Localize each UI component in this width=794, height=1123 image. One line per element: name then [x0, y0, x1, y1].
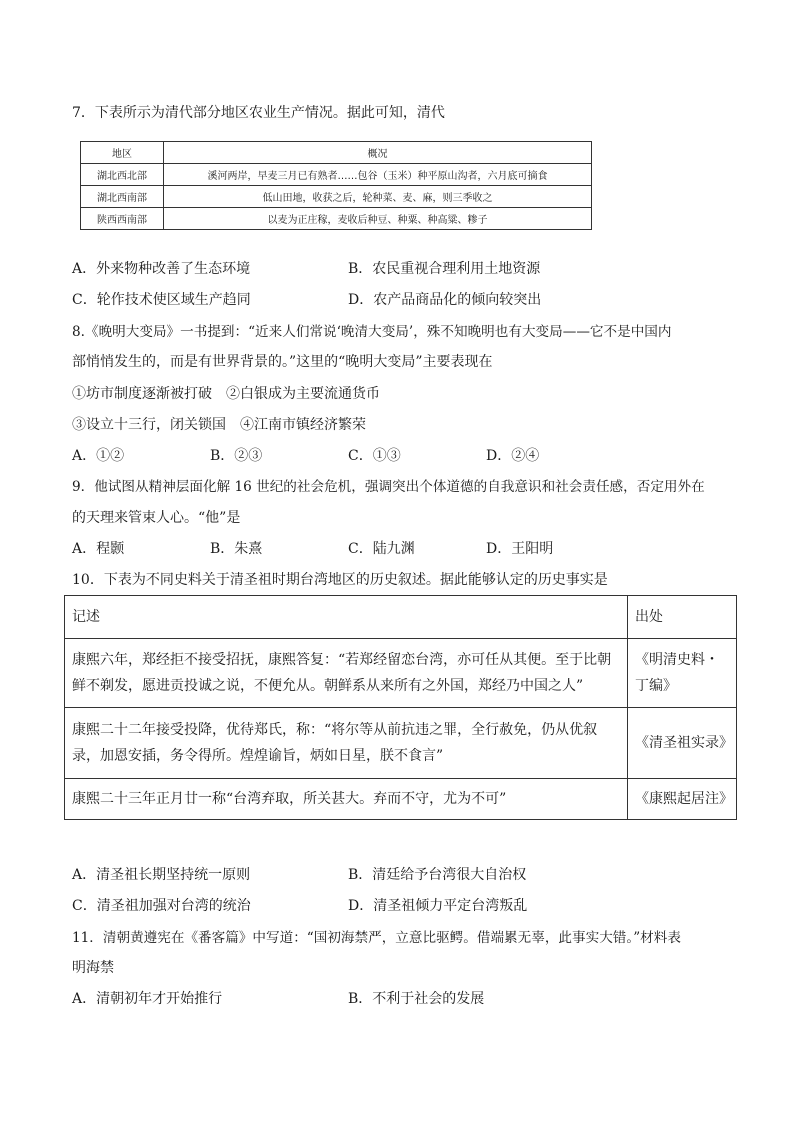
table-cell: 陕西西南部: [81, 208, 164, 230]
table-row: [65, 708, 737, 779]
table-row: [65, 639, 737, 708]
q8-option-a: A．①②: [72, 448, 125, 464]
q10-option-c: C．清圣祖加强对台湾的统治: [72, 898, 251, 914]
table-cell: 《明清史料・丁编》: [628, 639, 737, 708]
table-header-cell: 出处: [628, 596, 737, 639]
q11-option-a: A．清朝初年才开始推行: [72, 991, 223, 1007]
q9-stem-line2: 的天理来管束人心。“他”是: [72, 510, 241, 526]
q11-option-b: B．不利于社会的发展: [348, 991, 485, 1007]
table-cell: 《康熙起居注》: [628, 779, 737, 820]
table-header-row: [81, 142, 592, 164]
q8-option-d: D．②④: [486, 448, 540, 464]
q10-option-d: D．清圣祖倾力平定台湾叛乱: [348, 898, 528, 914]
q7-option-a: A．外来物种改善了生态环境: [72, 261, 251, 277]
q7-option-c: C．轮作技术使区域生产趋同: [72, 292, 251, 308]
q9-option-d: D．王阳明: [486, 541, 554, 557]
q10-option-a: A．清圣祖长期坚持统一原则: [72, 867, 251, 883]
table-cell: 康熙二十三年正月廿一称“台湾弃取，所关甚大。弃而不守，尤为不可”: [65, 779, 628, 820]
table-header-cell: 记述: [65, 596, 628, 639]
table-row: [81, 164, 592, 186]
table-cell: 湖北西南部: [81, 186, 164, 208]
q7-stem: 7．下表所示为清代部分地区农业生产情况。据此可知，清代: [72, 105, 445, 121]
q8-stem-line1: 8.《晚明大变局》一书提到：“近来人们常说‘晚清大变局’，殊不知晚明也有大变局——它不是中国内: [72, 324, 672, 340]
q8-items-line2: ③设立十三行，闭关锁国 ④江南市镇经济繁荣: [72, 417, 366, 433]
table-cell: 以麦为正庄稼，麦收后种豆、种粟、种高粱、糁子: [164, 208, 592, 230]
q11-stem-line2: 明海禁: [72, 960, 114, 976]
q9-stem-line1: 9．他试图从精神层面化解 16 世纪的社会危机，强调突出个体道德的自我意识和社会责任感，否定用外在: [72, 479, 705, 495]
table-row: [81, 208, 592, 230]
q7-table: [80, 141, 592, 230]
table-header-cell: 概况: [164, 142, 592, 164]
table-cell: 溪河两岸，早麦三月已有熟者……包谷（玉米）种平原山沟者，六月底可摘食: [164, 164, 592, 186]
q11-stem-line1: 11．清朝黄遵宪在《番客篇》中写道：“国初海禁严，立意比驱鳄。借端累无辜，此事实大错。”材料表: [72, 930, 681, 946]
table-header-cell: 地区: [81, 142, 164, 164]
table-row: [81, 186, 592, 208]
q10-stem: 10．下表为不同史料关于清圣祖时期台湾地区的历史叙述。据此能够认定的历史事实是: [72, 572, 608, 588]
q9-option-a: A．程颢: [72, 541, 125, 557]
table-cell: 低山田地，收获之后，轮种菜、麦、麻，则三季收之: [164, 186, 592, 208]
q7-option-d: D．农产品商品化的倾向较突出: [348, 292, 542, 308]
q7-option-b: B．农民重视合理利用土地资源: [348, 261, 541, 277]
table-cell: 湖北西北部: [81, 164, 164, 186]
q8-option-c: C．①③: [348, 448, 401, 464]
q10-table: [64, 595, 737, 820]
table-cell: 康熙二十二年接受投降，优待郑氏，称：“将尔等从前抗违之罪，全行赦免，仍从优叙录，加恩安插，务令得所。煌煌谕旨，炳如日星，朕不食言”: [65, 708, 628, 779]
q9-option-b: B．朱熹: [210, 541, 263, 557]
table-row: [65, 779, 737, 820]
q9-option-c: C．陆九渊: [348, 541, 415, 557]
table-header-row: [65, 596, 737, 639]
q8-items-line1: ①坊市制度逐渐被打破 ②白银成为主要流通货币: [72, 386, 380, 402]
table-cell: 《清圣祖实录》: [628, 708, 737, 779]
q8-stem-line2: 部悄悄发生的，而是有世界背景的。”这里的“晚明大变局”主要表现在: [72, 354, 493, 370]
table-cell: 康熙六年，郑经拒不接受招抚，康熙答复：“若郑经留恋台湾，亦可任从其便。至于比朝鲜不剃发，愿进贡投诚之说，不便允从。朝鲜系从来所有之外国，郑经乃中国之人”: [65, 639, 628, 708]
q8-option-b: B．②③: [210, 448, 263, 464]
q10-option-b: B．清廷给予台湾很大自治权: [348, 867, 527, 883]
